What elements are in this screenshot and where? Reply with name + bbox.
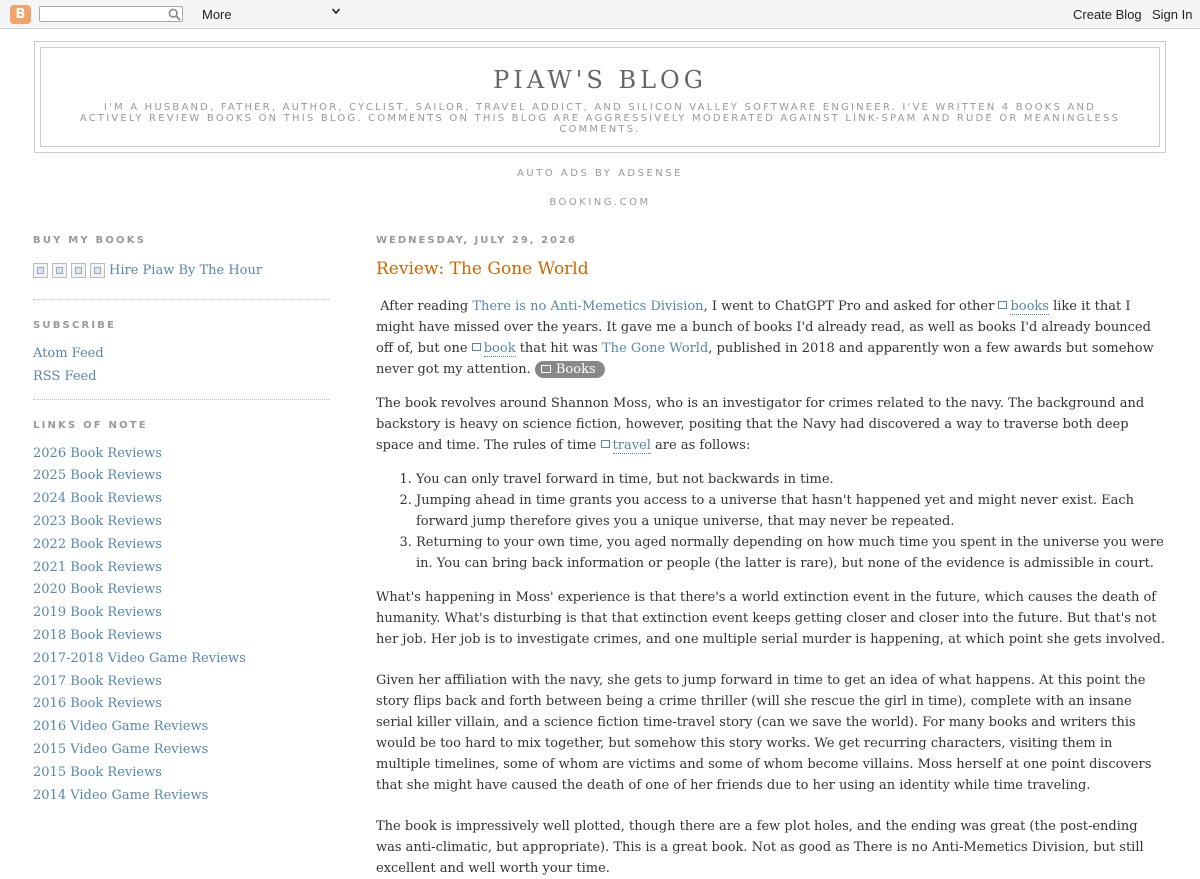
books-label-pill[interactable]: Books — [535, 361, 605, 378]
blogger-logo-icon[interactable]: B — [10, 5, 31, 24]
booking-gadget-title: BOOKING.COM — [549, 197, 651, 208]
sign-in-link[interactable]: Sign In — [1152, 7, 1193, 22]
post-paragraph: After reading There is no Anti-Memetics Division, I went to ChatGPT Pro and asked for other books like it that I might have missed over the years. It gave me a bunch of books I'd already read, as well as books I'd already bounced off of, but one book that hit was The Gone World, published in 2018 and apparently won a few awards but somehow never got my attention. Books — [376, 299, 1154, 377]
link-of-note[interactable]: 2023 Book Reviews — [33, 513, 162, 529]
link-of-note[interactable]: 2021 Book Reviews — [33, 559, 162, 575]
buy-books-heading: BUY MY BOOKS — [33, 235, 147, 246]
book-covers-row — [33, 262, 329, 279]
blog-header — [40, 47, 1160, 147]
sidebar-divider — [33, 299, 329, 300]
blog-description: I'M A HUSBAND, FATHER, AUTHOR, CYCLIST, SAILOR, TRAVEL ADDICT, AND SILICON VALLEY SOFTWARE ENGINEER. I'VE WRITTEN 4 BOOKS AND ACTIVELY REVIEW BOOKS ON THIS BLOG. COMMENTS ON THIS BLOG ARE AGGRESSIVELY MODERATED AGAINST LINK-SPAM AND RUDE OR MEANINGLESS COMMENTS. — [79, 102, 1121, 135]
book-cover-image[interactable] — [90, 263, 105, 278]
book-cover-image[interactable] — [52, 263, 67, 278]
post-paragraph: The book is impressively well plotted, though there are a few plot holes, and the ending was great (the post-ending was anti-climatic, but appropriate). This is a great book. Not as good as There is no Anti-Memetics Division, but still excellent and well worth your time. — [376, 819, 1144, 876]
link-of-note[interactable]: 2026 Book Reviews — [33, 445, 162, 461]
link-of-note[interactable]: 2024 Book Reviews — [33, 491, 162, 507]
post-paragraph: Given her affiliation with the navy, she gets to jump forward in time to get an idea of what happens. At this point the story flips back and forth between being a crime thriller (will she rescue the girl in time), complete with an insane serial killer villain, and a science fiction time-travel story (can we save the world). For many books and writers this would be too hard to mix together, but somehow this story works. We get recurring characters, visiting them in multiple timelines, some of whom are victims and some of whom become villains. Moss herself at one point discovers that she might have caused the death of one of her friends due to her using an identity while time traveling. — [376, 673, 1152, 793]
create-blog-link[interactable]: Create Blog — [1073, 7, 1142, 22]
link-of-note[interactable]: 2019 Book Reviews — [33, 605, 162, 621]
link-of-note[interactable]: 2015 Book Reviews — [33, 764, 162, 780]
book-cover-image[interactable] — [33, 263, 48, 278]
link-of-note[interactable]: 2020 Book Reviews — [33, 582, 162, 598]
blogger-navbar — [0, 0, 1200, 29]
post-paragraph: The book revolves around Shannon Moss, who is an investigator for crimes related to the navy. The background and backstory is heavy on science fiction, however, positing that the Navy had discovered a way to traverse both deep space and time. The rules of time travel are as follows: — [376, 396, 1145, 453]
keyword-link-book[interactable]: book — [483, 341, 516, 356]
blog-search-input[interactable] — [39, 6, 183, 22]
post-date: WEDNESDAY, JULY 29, 2026 — [376, 235, 577, 246]
link-of-note[interactable]: 2018 Book Reviews — [33, 627, 162, 643]
post-body — [376, 296, 1166, 879]
post-paragraph: What's happening in Moss' experience is that there's a world extinction event in the future, which causes the death of humanity. What's disturbing is that that extinction event keeps getting closer and closer into the future. But that's not her job. Her job is to investigate crimes, and one multiple serial murder is happening, at which point she gets involved. — [376, 590, 1166, 647]
rss-feed-link[interactable]: RSS Feed — [33, 368, 97, 384]
link-of-note[interactable]: 2015 Video Game Reviews — [33, 741, 209, 757]
hire-piaw-link[interactable]: Hire Piaw By The Hour — [109, 263, 263, 278]
book-icon — [541, 365, 551, 373]
anti-memetics-link[interactable]: There is no Anti-Memetics Division — [472, 299, 704, 314]
link-of-note[interactable]: 2025 Book Reviews — [33, 468, 162, 484]
adsense-gadget-title: AUTO ADS BY ADSENSE — [517, 168, 683, 179]
main-column — [376, 234, 1166, 879]
keyword-ad-icon — [601, 440, 610, 448]
list-item: 1. You can only travel forward in time, but not backwards in time. — [416, 469, 1166, 490]
gone-world-link[interactable]: The Gone World — [601, 341, 709, 356]
links-of-note-heading: LINKS OF NOTE — [33, 419, 148, 431]
link-of-note[interactable]: 2017-2018 Video Game Reviews — [33, 650, 246, 666]
link-of-note[interactable]: 2014 Video Game Reviews — [33, 787, 209, 803]
keyword-ad-icon — [998, 301, 1007, 309]
keyword-ad-icon — [472, 343, 481, 351]
book-cover-image[interactable] — [71, 263, 86, 278]
subscribe-heading: SUBSCRIBE — [33, 320, 117, 331]
post-title[interactable]: Review: The Gone World — [376, 259, 589, 279]
more-dropdown[interactable]: More — [202, 7, 232, 22]
link-of-note[interactable]: 2016 Video Game Reviews — [33, 719, 209, 735]
sidebar — [33, 234, 329, 807]
atom-feed-link[interactable]: Atom Feed — [33, 346, 104, 361]
link-of-note[interactable]: 2017 Book Reviews — [33, 673, 162, 689]
keyword-link-books[interactable]: books — [1010, 299, 1049, 314]
time-travel-rules-list — [376, 469, 1166, 574]
chevron-down-icon[interactable] — [331, 6, 341, 19]
search-icon[interactable] — [165, 6, 183, 22]
blog-title[interactable]: PIAW'S BLOG — [493, 66, 707, 94]
list-item: 2. Jumping ahead in time grants you access to a universe that hasn't happened yet and might never exist. Each forward jump therefore gives you a unique universe, that may never be repeated. — [416, 490, 1166, 532]
keyword-link-travel[interactable]: travel — [612, 438, 651, 453]
links-of-note-list — [33, 443, 329, 808]
sidebar-divider — [33, 399, 329, 400]
link-of-note[interactable]: 2016 Book Reviews — [33, 696, 162, 712]
list-item: 3. Returning to your own time, you aged normally depending on how much time you spent in the universe you were in. You can bring back information or people (the latter is rare), but none of the evidence is admissible in court. — [416, 532, 1166, 574]
link-of-note[interactable]: 2022 Book Reviews — [33, 536, 162, 552]
